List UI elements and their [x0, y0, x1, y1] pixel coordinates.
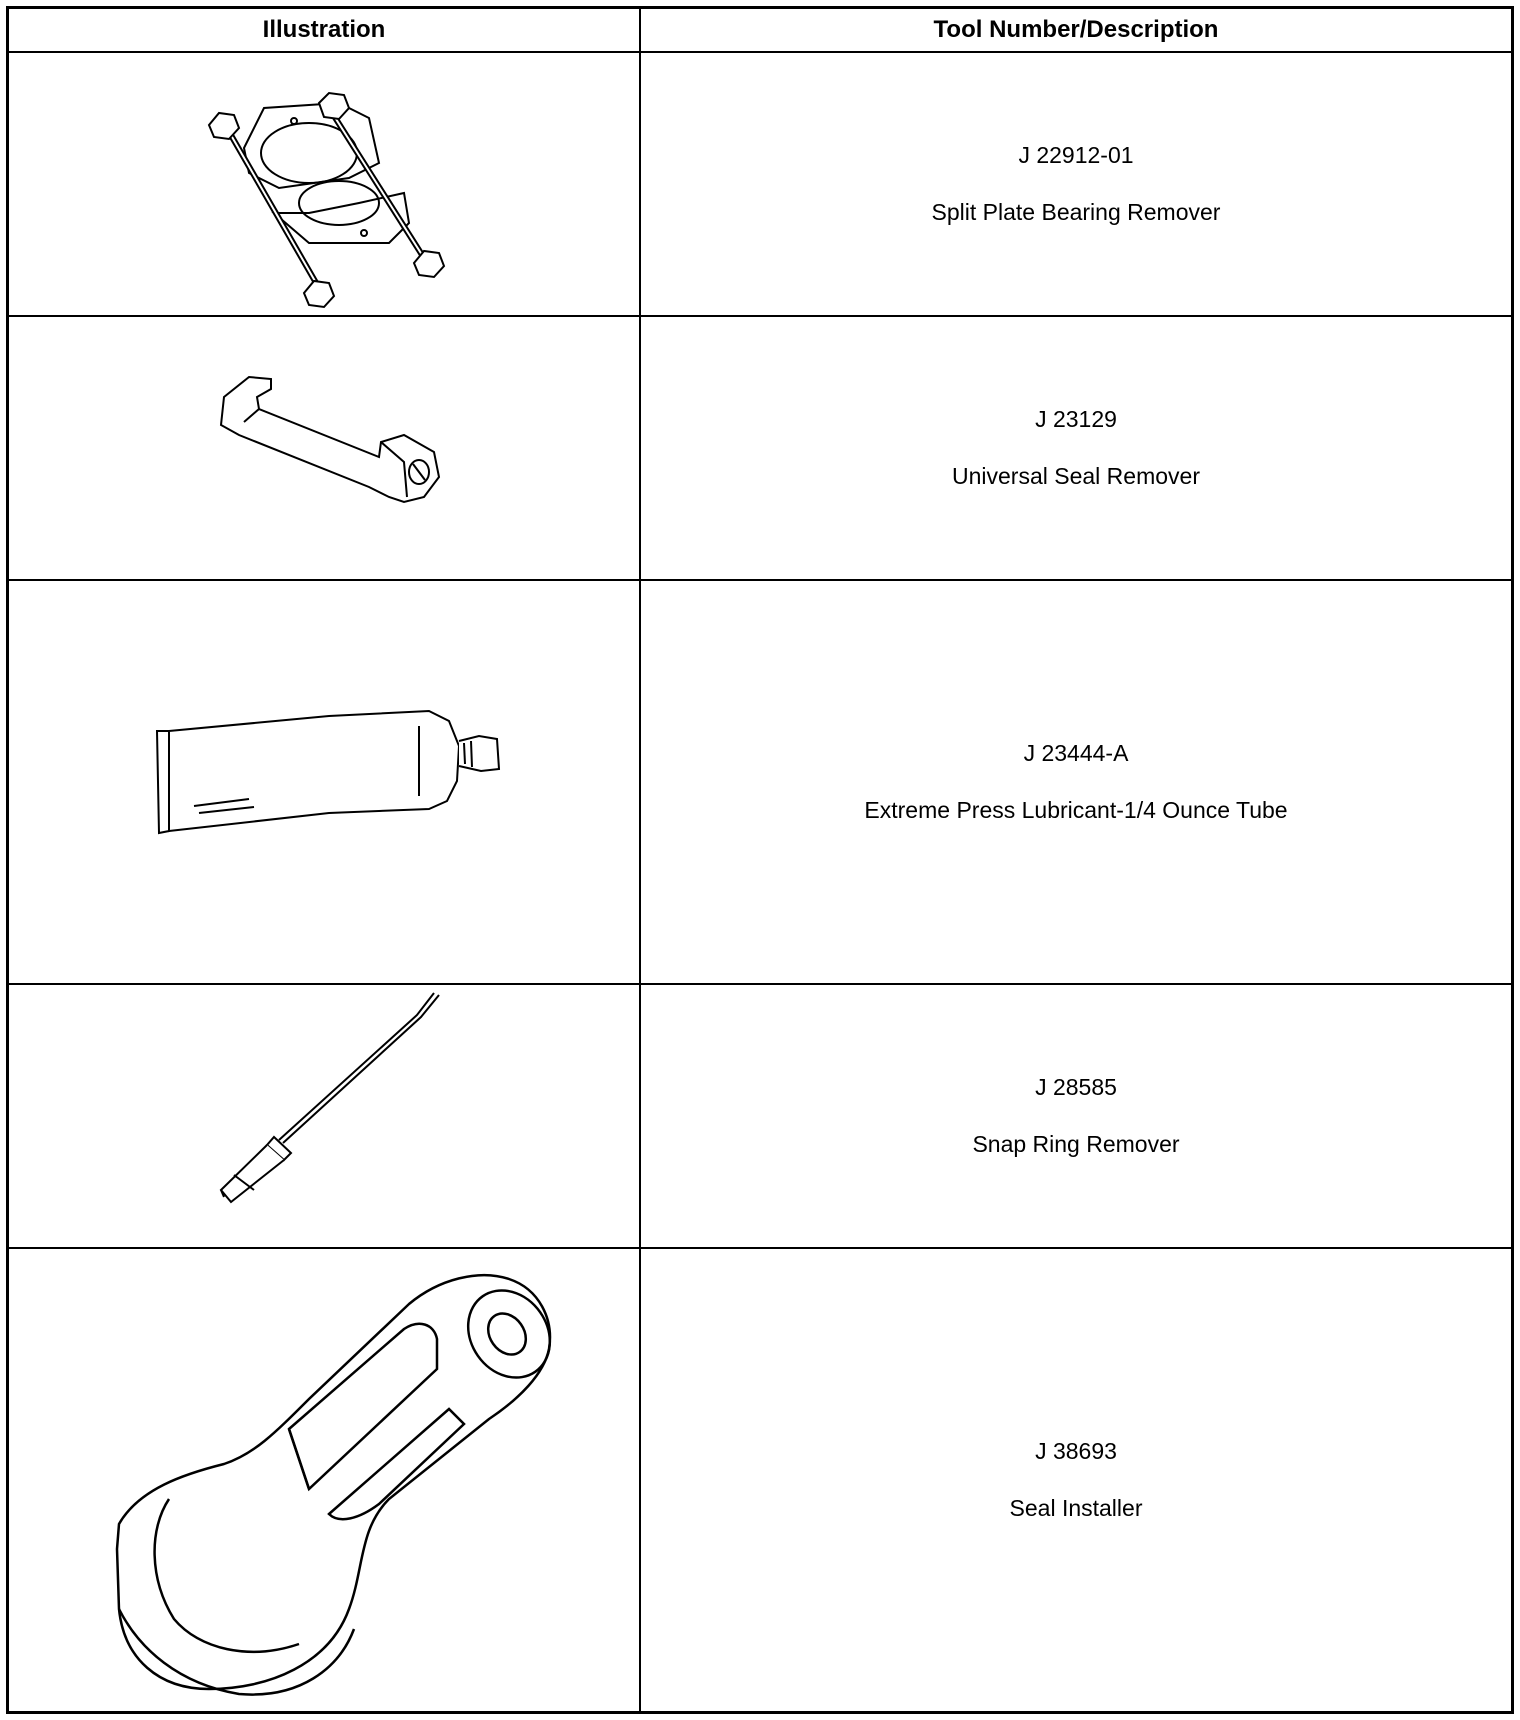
seal-installer-icon: [9, 1249, 639, 1711]
table-row: [9, 985, 1511, 1249]
tool-number: J 38693: [1035, 1438, 1117, 1464]
tool-description-cell: [641, 985, 1511, 1247]
tool-description-cell: [641, 317, 1511, 579]
table-row: [9, 1249, 1511, 1711]
tool-number: J 23129: [1035, 406, 1117, 432]
tool-description-cell: [641, 1249, 1511, 1711]
tool-description-cell: [641, 53, 1511, 315]
table-row: [9, 53, 1511, 317]
tool-description-cell: [641, 581, 1511, 983]
table-row: [9, 317, 1511, 581]
tool-number: J 23444-A: [1023, 740, 1129, 766]
header-tool-description: Tool Number/Description: [933, 16, 1219, 43]
split-plate-bearing-remover-icon: [9, 53, 639, 315]
lubricant-tube-icon: [9, 581, 639, 983]
tool-description: Universal Seal Remover: [952, 463, 1200, 489]
universal-seal-remover-icon: [9, 317, 639, 579]
tool-table: [6, 6, 1514, 1714]
snap-ring-remover-icon: [9, 985, 639, 1247]
table-row: [9, 581, 1511, 985]
table-header: [9, 9, 1511, 53]
tool-description: Extreme Press Lubricant-1/4 Ounce Tube: [864, 797, 1288, 823]
tool-description: Seal Installer: [1009, 1495, 1143, 1521]
header-illustration: Illustration: [262, 16, 386, 43]
tool-number: J 28585: [1035, 1074, 1117, 1100]
tool-description: Split Plate Bearing Remover: [931, 199, 1221, 225]
tool-description: Snap Ring Remover: [972, 1131, 1180, 1157]
tool-number: J 22912-01: [1018, 142, 1134, 168]
